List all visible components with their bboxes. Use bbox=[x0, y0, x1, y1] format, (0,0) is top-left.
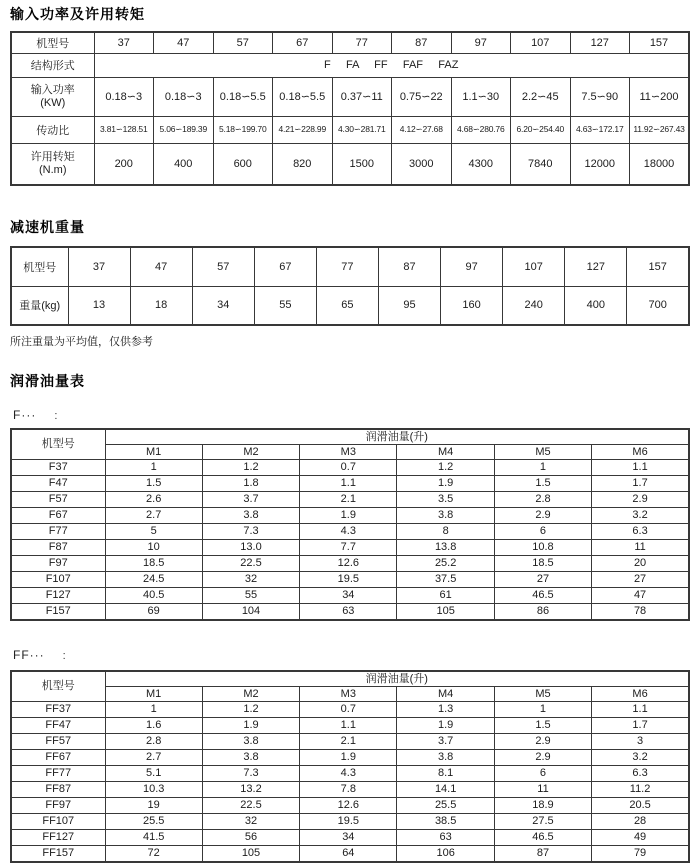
oil-value-cell: 20 bbox=[592, 556, 689, 572]
m-header-cell: M4 bbox=[397, 687, 494, 702]
oil-value-cell: 38.5 bbox=[397, 814, 494, 830]
model-number-cell: 37 bbox=[94, 32, 154, 53]
oil-value-cell: 0.7 bbox=[300, 460, 397, 476]
oil-value-cell: 46.5 bbox=[494, 830, 591, 846]
oil-value-cell: 86 bbox=[494, 604, 591, 621]
oil-value-cell: 32 bbox=[202, 572, 299, 588]
oil-table-f bbox=[10, 428, 690, 621]
m-header-cell: M6 bbox=[592, 445, 689, 460]
torque-row bbox=[11, 143, 689, 185]
model-number-cell: 57 bbox=[192, 247, 254, 286]
weight-cell: 13 bbox=[68, 286, 130, 325]
power-torque-table bbox=[10, 31, 690, 186]
ratio-cell: 3.81∽128.51 bbox=[94, 116, 154, 143]
oil-value-cell: 1 bbox=[494, 702, 591, 718]
weight-cell: 400 bbox=[565, 286, 627, 325]
oil-value-cell: 1.7 bbox=[592, 476, 689, 492]
series-ff-colon: : bbox=[62, 650, 67, 662]
model-cell: FF127 bbox=[11, 830, 105, 846]
model-number-cell: 87 bbox=[378, 247, 440, 286]
series-f-colon: : bbox=[54, 410, 59, 422]
input-power-unit: (KW) bbox=[40, 96, 66, 109]
ratio-cell: 4.30∽281.71 bbox=[332, 116, 392, 143]
model-cell: F37 bbox=[11, 460, 105, 476]
row-label-ratio: 传动比 bbox=[11, 116, 94, 143]
oil-table-ff bbox=[10, 670, 690, 863]
torque-cell: 820 bbox=[273, 143, 333, 185]
torque-cell: 400 bbox=[154, 143, 214, 185]
model-number-cell: 67 bbox=[273, 32, 333, 53]
oil-value-cell: 3.2 bbox=[592, 508, 689, 524]
model-cell: F87 bbox=[11, 540, 105, 556]
oil-value-cell: 18.5 bbox=[494, 556, 591, 572]
catalog-page bbox=[0, 4, 700, 863]
oil-value-cell: 1.1 bbox=[300, 476, 397, 492]
ratio-cell: 4.21∽228.99 bbox=[273, 116, 333, 143]
model-cell: FF157 bbox=[11, 846, 105, 863]
torque-cell: 7840 bbox=[511, 143, 571, 185]
oil-value-cell: 78 bbox=[592, 604, 689, 621]
model-cell: F67 bbox=[11, 508, 105, 524]
weight-cell: 34 bbox=[192, 286, 254, 325]
ratio-cell: 4.68∽280.76 bbox=[451, 116, 511, 143]
oil-value-cell: 10 bbox=[105, 540, 202, 556]
table-row bbox=[11, 540, 689, 556]
oil-value-cell: 1 bbox=[105, 460, 202, 476]
torque-unit: (N.m) bbox=[39, 163, 67, 176]
model-cell: FF47 bbox=[11, 718, 105, 734]
oil-value-cell: 41.5 bbox=[105, 830, 202, 846]
oil-value-cell: 3.8 bbox=[202, 734, 299, 750]
oil-value-cell: 1.5 bbox=[494, 718, 591, 734]
oil-span-header: 润滑油量(升) bbox=[105, 429, 689, 445]
model-number-cell: 77 bbox=[332, 32, 392, 53]
m-header-cell: M1 bbox=[105, 687, 202, 702]
oil-value-cell: 3.5 bbox=[397, 492, 494, 508]
oil-value-cell: 1.1 bbox=[592, 460, 689, 476]
oil-value-cell: 3.8 bbox=[397, 750, 494, 766]
oil-value-cell: 11.2 bbox=[592, 782, 689, 798]
oil-value-cell: 4.3 bbox=[300, 766, 397, 782]
input-power-row bbox=[11, 77, 689, 116]
weight-cell: 240 bbox=[503, 286, 565, 325]
oil-value-cell: 56 bbox=[202, 830, 299, 846]
oil-value-cell: 2.9 bbox=[494, 750, 591, 766]
weight-cell: 55 bbox=[254, 286, 316, 325]
ratio-cell: 4.63∽172.17 bbox=[570, 116, 630, 143]
weight-row bbox=[11, 286, 689, 325]
oil-value-cell: 2.7 bbox=[105, 508, 202, 524]
m-header-cell: M4 bbox=[397, 445, 494, 460]
m-header-cell: M3 bbox=[300, 445, 397, 460]
oil-value-cell: 3.8 bbox=[397, 508, 494, 524]
weight-cell: 18 bbox=[130, 286, 192, 325]
oil-value-cell: 18.5 bbox=[105, 556, 202, 572]
row-label-structure: 结构形式 bbox=[11, 53, 94, 77]
oil-value-cell: 12.6 bbox=[300, 556, 397, 572]
oil-value-cell: 4.3 bbox=[300, 524, 397, 540]
torque-cell: 3000 bbox=[392, 143, 452, 185]
oil-value-cell: 2.8 bbox=[105, 734, 202, 750]
oil-value-cell: 18.9 bbox=[494, 798, 591, 814]
oil-value-cell: 2.7 bbox=[105, 750, 202, 766]
table-row bbox=[11, 718, 689, 734]
table-row bbox=[11, 734, 689, 750]
oil-value-cell: 25.5 bbox=[105, 814, 202, 830]
table-row bbox=[11, 830, 689, 846]
oil-value-cell: 19.5 bbox=[300, 572, 397, 588]
torque-cell: 1500 bbox=[332, 143, 392, 185]
oil-value-cell: 2.6 bbox=[105, 492, 202, 508]
input-power-cell: 0.18∽3 bbox=[94, 77, 154, 116]
oil-value-cell: 1.6 bbox=[105, 718, 202, 734]
oil-value-cell: 1.2 bbox=[202, 460, 299, 476]
model-cell: F127 bbox=[11, 588, 105, 604]
table-row bbox=[11, 460, 689, 476]
torque-cell: 200 bbox=[94, 143, 154, 185]
table-row bbox=[11, 846, 689, 863]
row-label-weight: 重量(kg) bbox=[11, 286, 68, 325]
oil-value-cell: 25.5 bbox=[397, 798, 494, 814]
model-number-cell: 127 bbox=[570, 32, 630, 53]
oil-value-cell: 1.1 bbox=[300, 718, 397, 734]
input-power-label: 输入功率 bbox=[30, 83, 75, 96]
oil-value-cell: 1.8 bbox=[202, 476, 299, 492]
oil-value-cell: 10.8 bbox=[494, 540, 591, 556]
model-number-cell: 127 bbox=[565, 247, 627, 286]
model-cell: FF37 bbox=[11, 702, 105, 718]
section-title-oil: 润滑油量表 bbox=[10, 373, 85, 389]
oil-value-cell: 1 bbox=[494, 460, 591, 476]
section-title-power-torque: 输入功率及许用转矩 bbox=[10, 6, 145, 22]
oil-value-cell: 1.3 bbox=[397, 702, 494, 718]
oil-value-cell: 1.9 bbox=[397, 476, 494, 492]
m-header-cell: M6 bbox=[592, 687, 689, 702]
oil-value-cell: 104 bbox=[202, 604, 299, 621]
oil-value-cell: 7.3 bbox=[202, 524, 299, 540]
ratio-cell: 5.18∽199.70 bbox=[213, 116, 273, 143]
oil-value-cell: 49 bbox=[592, 830, 689, 846]
oil-value-cell: 8 bbox=[397, 524, 494, 540]
oil-value-cell: 27 bbox=[592, 572, 689, 588]
weight-cell: 160 bbox=[441, 286, 503, 325]
oil-value-cell: 24.5 bbox=[105, 572, 202, 588]
table-row bbox=[11, 782, 689, 798]
m-header-cell: M2 bbox=[202, 445, 299, 460]
section-title-weight: 减速机重量 bbox=[10, 219, 85, 235]
input-power-cell: 0.18∽3 bbox=[154, 77, 214, 116]
model-row bbox=[11, 247, 689, 286]
oil-value-cell: 61 bbox=[397, 588, 494, 604]
model-number-cell: 107 bbox=[503, 247, 565, 286]
oil-value-cell: 1.9 bbox=[202, 718, 299, 734]
model-number-cell: 67 bbox=[254, 247, 316, 286]
oil-value-cell: 12.6 bbox=[300, 798, 397, 814]
input-power-cell: 7.5∽90 bbox=[570, 77, 630, 116]
model-cell: F77 bbox=[11, 524, 105, 540]
model-number-cell: 47 bbox=[154, 32, 214, 53]
oil-value-cell: 1.7 bbox=[592, 718, 689, 734]
oil-value-cell: 11 bbox=[592, 540, 689, 556]
m-header-cell: M5 bbox=[494, 445, 591, 460]
model-number-cell: 87 bbox=[392, 32, 452, 53]
series-label-f bbox=[13, 408, 690, 422]
model-cell: F47 bbox=[11, 476, 105, 492]
oil-value-cell: 1.9 bbox=[300, 508, 397, 524]
model-number-cell: 97 bbox=[441, 247, 503, 286]
row-label-model: 机型号 bbox=[11, 32, 94, 53]
oil-value-cell: 1.2 bbox=[397, 460, 494, 476]
series-ff-text: FF··· bbox=[13, 648, 45, 662]
table-row bbox=[11, 588, 689, 604]
input-power-cell: 0.37∽11 bbox=[332, 77, 392, 116]
oil-value-cell: 10.3 bbox=[105, 782, 202, 798]
oil-value-cell: 1.1 bbox=[592, 702, 689, 718]
oil-value-cell: 3.7 bbox=[397, 734, 494, 750]
oil-value-cell: 19 bbox=[105, 798, 202, 814]
model-number-cell: 77 bbox=[316, 247, 378, 286]
oil-value-cell: 5.1 bbox=[105, 766, 202, 782]
weight-cell: 95 bbox=[378, 286, 440, 325]
weight-note: 所注重量为平均值，仅供参考 bbox=[10, 336, 153, 348]
oil-value-cell: 0.7 bbox=[300, 702, 397, 718]
oil-value-cell: 3 bbox=[592, 734, 689, 750]
model-cell: F107 bbox=[11, 572, 105, 588]
oil-value-cell: 22.5 bbox=[202, 798, 299, 814]
series-label-ff bbox=[13, 648, 690, 662]
oil-value-cell: 25.2 bbox=[397, 556, 494, 572]
table-row bbox=[11, 524, 689, 540]
table-row bbox=[11, 702, 689, 718]
oil-value-cell: 55 bbox=[202, 588, 299, 604]
oil-value-cell: 47 bbox=[592, 588, 689, 604]
input-power-cell: 0.18∽5.5 bbox=[273, 77, 333, 116]
oil-value-cell: 3.8 bbox=[202, 508, 299, 524]
table-row bbox=[11, 508, 689, 524]
oil-value-cell: 1 bbox=[105, 702, 202, 718]
oil-value-cell: 2.9 bbox=[592, 492, 689, 508]
oil-value-cell: 3.2 bbox=[592, 750, 689, 766]
row-label-model: 机型号 bbox=[11, 247, 68, 286]
table-row bbox=[11, 572, 689, 588]
ratio-cell: 11.92∽267.43 bbox=[630, 116, 690, 143]
table-row bbox=[11, 476, 689, 492]
oil-value-cell: 19.5 bbox=[300, 814, 397, 830]
model-cell: FF57 bbox=[11, 734, 105, 750]
table-row bbox=[11, 492, 689, 508]
oil-value-cell: 13.8 bbox=[397, 540, 494, 556]
table-row bbox=[11, 814, 689, 830]
m-header-cell: M1 bbox=[105, 445, 202, 460]
series-f-text: F··· bbox=[13, 408, 37, 422]
oil-value-cell: 72 bbox=[105, 846, 202, 863]
oil-value-cell: 13.0 bbox=[202, 540, 299, 556]
oil-value-cell: 27.5 bbox=[494, 814, 591, 830]
table-row bbox=[11, 750, 689, 766]
oil-value-cell: 79 bbox=[592, 846, 689, 863]
oil-model-header: 机型号 bbox=[11, 671, 105, 702]
oil-value-cell: 64 bbox=[300, 846, 397, 863]
oil-value-cell: 2.9 bbox=[494, 734, 591, 750]
oil-m-header-row bbox=[11, 445, 689, 460]
structure-value-cell: F FA FF FAF FAZ bbox=[94, 53, 689, 77]
oil-f-body bbox=[11, 460, 689, 621]
structure-row bbox=[11, 53, 689, 77]
oil-value-cell: 37.5 bbox=[397, 572, 494, 588]
oil-value-cell: 32 bbox=[202, 814, 299, 830]
model-row bbox=[11, 32, 689, 53]
oil-value-cell: 106 bbox=[397, 846, 494, 863]
oil-value-cell: 7.7 bbox=[300, 540, 397, 556]
m-header-cell: M3 bbox=[300, 687, 397, 702]
oil-value-cell: 1.2 bbox=[202, 702, 299, 718]
model-cell: F97 bbox=[11, 556, 105, 572]
model-number-cell: 157 bbox=[630, 32, 690, 53]
model-number-cell: 107 bbox=[511, 32, 571, 53]
oil-value-cell: 13.2 bbox=[202, 782, 299, 798]
oil-value-cell: 1.9 bbox=[300, 750, 397, 766]
model-cell: FF87 bbox=[11, 782, 105, 798]
oil-value-cell: 7.8 bbox=[300, 782, 397, 798]
oil-value-cell: 63 bbox=[300, 604, 397, 621]
oil-value-cell: 105 bbox=[202, 846, 299, 863]
oil-value-cell: 28 bbox=[592, 814, 689, 830]
oil-value-cell: 2.9 bbox=[494, 508, 591, 524]
input-power-cell: 0.75∽22 bbox=[392, 77, 452, 116]
oil-value-cell: 105 bbox=[397, 604, 494, 621]
m-header-cell: M2 bbox=[202, 687, 299, 702]
oil-value-cell: 6 bbox=[494, 524, 591, 540]
oil-value-cell: 87 bbox=[494, 846, 591, 863]
model-number-cell: 157 bbox=[627, 247, 689, 286]
oil-value-cell: 22.5 bbox=[202, 556, 299, 572]
oil-ff-body bbox=[11, 702, 689, 863]
input-power-cell: 0.18∽5.5 bbox=[213, 77, 273, 116]
oil-value-cell: 6.3 bbox=[592, 766, 689, 782]
oil-model-header: 机型号 bbox=[11, 429, 105, 460]
weight-cell: 65 bbox=[316, 286, 378, 325]
oil-value-cell: 11 bbox=[494, 782, 591, 798]
oil-value-cell: 1.5 bbox=[494, 476, 591, 492]
table-row bbox=[11, 798, 689, 814]
oil-value-cell: 8.1 bbox=[397, 766, 494, 782]
row-label-input-power bbox=[11, 77, 94, 116]
oil-value-cell: 6.3 bbox=[592, 524, 689, 540]
oil-value-cell: 34 bbox=[300, 830, 397, 846]
oil-m-header-row bbox=[11, 687, 689, 702]
model-number-cell: 37 bbox=[68, 247, 130, 286]
torque-label: 许用转矩 bbox=[30, 150, 75, 163]
torque-cell: 18000 bbox=[630, 143, 690, 185]
oil-value-cell: 5 bbox=[105, 524, 202, 540]
oil-value-cell: 2.1 bbox=[300, 492, 397, 508]
model-cell: FF67 bbox=[11, 750, 105, 766]
oil-value-cell: 3.8 bbox=[202, 750, 299, 766]
table-row bbox=[11, 556, 689, 572]
model-cell: FF97 bbox=[11, 798, 105, 814]
oil-header-row bbox=[11, 671, 689, 687]
oil-value-cell: 1.5 bbox=[105, 476, 202, 492]
ratio-row bbox=[11, 116, 689, 143]
torque-cell: 600 bbox=[213, 143, 273, 185]
input-power-cell: 1.1∽30 bbox=[451, 77, 511, 116]
weight-table bbox=[10, 246, 690, 326]
ratio-cell: 5.06∽189.39 bbox=[154, 116, 214, 143]
input-power-cell: 11∽200 bbox=[630, 77, 690, 116]
oil-value-cell: 3.7 bbox=[202, 492, 299, 508]
oil-value-cell: 63 bbox=[397, 830, 494, 846]
oil-value-cell: 46.5 bbox=[494, 588, 591, 604]
oil-value-cell: 69 bbox=[105, 604, 202, 621]
oil-value-cell: 7.3 bbox=[202, 766, 299, 782]
oil-value-cell: 2.8 bbox=[494, 492, 591, 508]
oil-span-header: 润滑油量(升) bbox=[105, 671, 689, 687]
model-number-cell: 57 bbox=[213, 32, 273, 53]
oil-value-cell: 6 bbox=[494, 766, 591, 782]
model-number-cell: 97 bbox=[451, 32, 511, 53]
weight-cell: 700 bbox=[627, 286, 689, 325]
input-power-cell: 2.2∽45 bbox=[511, 77, 571, 116]
oil-value-cell: 1.9 bbox=[397, 718, 494, 734]
model-cell: FF107 bbox=[11, 814, 105, 830]
row-label-torque bbox=[11, 143, 94, 185]
oil-header-row bbox=[11, 429, 689, 445]
ratio-cell: 6.20∽254.40 bbox=[511, 116, 571, 143]
ratio-cell: 4.12∽27.68 bbox=[392, 116, 452, 143]
torque-cell: 4300 bbox=[451, 143, 511, 185]
model-number-cell: 47 bbox=[130, 247, 192, 286]
model-cell: F57 bbox=[11, 492, 105, 508]
m-header-cell: M5 bbox=[494, 687, 591, 702]
oil-value-cell: 34 bbox=[300, 588, 397, 604]
oil-value-cell: 20.5 bbox=[592, 798, 689, 814]
oil-value-cell: 27 bbox=[494, 572, 591, 588]
table-row bbox=[11, 766, 689, 782]
model-cell: F157 bbox=[11, 604, 105, 621]
oil-value-cell: 40.5 bbox=[105, 588, 202, 604]
oil-value-cell: 14.1 bbox=[397, 782, 494, 798]
model-cell: FF77 bbox=[11, 766, 105, 782]
torque-cell: 12000 bbox=[570, 143, 630, 185]
oil-value-cell: 2.1 bbox=[300, 734, 397, 750]
table-row bbox=[11, 604, 689, 621]
